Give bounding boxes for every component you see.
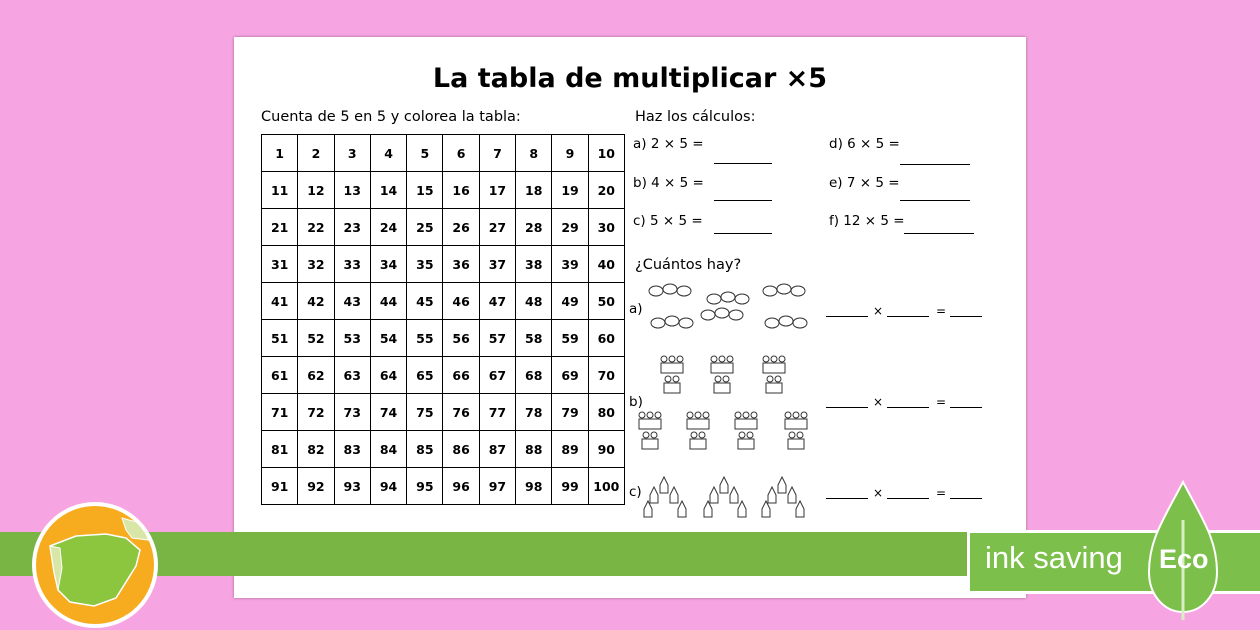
count-b-blank-1[interactable]: [826, 407, 868, 408]
grid-cell[interactable]: 64: [370, 357, 406, 394]
grid-row: [262, 209, 625, 246]
grid-cell[interactable]: 92: [298, 468, 334, 505]
count-label-c: c): [629, 484, 642, 500]
grid-cell[interactable]: 79: [552, 394, 588, 431]
calc-c: c) 5 × 5 =: [633, 213, 703, 229]
grid-cell[interactable]: 61: [262, 357, 298, 394]
grid-cell[interactable]: 91: [262, 468, 298, 505]
calc-a: a) 2 × 5 =: [633, 136, 704, 152]
grid-cell[interactable]: 35: [407, 246, 443, 283]
grid-cell[interactable]: 41: [262, 283, 298, 320]
grid-cell[interactable]: 81: [262, 431, 298, 468]
grid-cell[interactable]: 50: [588, 283, 624, 320]
grid-cell[interactable]: 47: [479, 283, 515, 320]
count-label-a: a): [629, 301, 643, 317]
grid-cell[interactable]: 88: [516, 431, 552, 468]
calc-f: f) 12 × 5 =: [829, 213, 905, 229]
grid-cell[interactable]: 84: [370, 431, 406, 468]
grid-cell[interactable]: 48: [516, 283, 552, 320]
spain-map-icon: [36, 506, 154, 624]
grid-cell[interactable]: 27: [479, 209, 515, 246]
grid-cell[interactable]: 26: [443, 209, 479, 246]
grid-cell[interactable]: 58: [516, 320, 552, 357]
grid-cell[interactable]: 70: [588, 357, 624, 394]
spain-map-badge: [32, 502, 158, 628]
grid-cell[interactable]: 97: [479, 468, 515, 505]
grid-cell[interactable]: 43: [334, 283, 370, 320]
grid-cell[interactable]: 14: [370, 172, 406, 209]
grid-instruction: Cuenta de 5 en 5 y colorea la tabla:: [261, 109, 521, 125]
astronaut-icon: [634, 353, 834, 465]
grid-row: [262, 320, 625, 357]
ink-saving-label: ink saving: [985, 540, 1123, 575]
calc-instruction: Haz los cálculos:: [635, 109, 756, 125]
grid-row: [262, 468, 625, 505]
grid-cell[interactable]: 71: [262, 394, 298, 431]
calc-e: e) 7 × 5 =: [829, 175, 900, 191]
count-b-blank-2[interactable]: [887, 407, 929, 408]
count-a-blank-3[interactable]: [950, 316, 982, 317]
grid-cell[interactable]: 90: [588, 431, 624, 468]
count-b-blank-3[interactable]: [950, 407, 982, 408]
grid-cell[interactable]: 57: [479, 320, 515, 357]
grid-cell[interactable]: 25: [407, 209, 443, 246]
grid-cell[interactable]: 37: [479, 246, 515, 283]
grid-cell[interactable]: 87: [479, 431, 515, 468]
grid-cell[interactable]: 22: [298, 209, 334, 246]
grid-cell[interactable]: 96: [443, 468, 479, 505]
grid-cell[interactable]: 95: [407, 468, 443, 505]
grid-cell[interactable]: 16: [443, 172, 479, 209]
grid-row: [262, 283, 625, 320]
grid-cell[interactable]: 74: [370, 394, 406, 431]
grid-cell[interactable]: 93: [334, 468, 370, 505]
grid-cell[interactable]: 99: [552, 468, 588, 505]
grid-cell[interactable]: 45: [407, 283, 443, 320]
grid-cell[interactable]: 30: [588, 209, 624, 246]
answer-blank-b[interactable]: [714, 200, 772, 201]
count-b-equals: =: [936, 395, 947, 409]
grid-cell[interactable]: 53: [334, 320, 370, 357]
grid-cell[interactable]: 98: [516, 468, 552, 505]
grid-cell[interactable]: 10: [588, 135, 624, 172]
grid-cell[interactable]: 85: [407, 431, 443, 468]
count-b-times: ×: [873, 395, 884, 409]
grid-cell[interactable]: 36: [443, 246, 479, 283]
grid-cell[interactable]: 3: [334, 135, 370, 172]
count-a-times: ×: [873, 304, 884, 318]
grid-cell[interactable]: 18: [516, 172, 552, 209]
grid-cell[interactable]: 75: [407, 394, 443, 431]
count-c-blank-2[interactable]: [887, 498, 929, 499]
grid-row: [262, 172, 625, 209]
grid-cell[interactable]: 77: [479, 394, 515, 431]
count-a-equals: =: [936, 304, 947, 318]
grid-cell[interactable]: 65: [407, 357, 443, 394]
grid-cell[interactable]: 54: [370, 320, 406, 357]
grid-cell[interactable]: 23: [334, 209, 370, 246]
grid-cell[interactable]: 9: [552, 135, 588, 172]
eco-label: Eco: [1159, 544, 1209, 574]
grid-cell[interactable]: 52: [298, 320, 334, 357]
grid-cell[interactable]: 49: [552, 283, 588, 320]
grid-cell[interactable]: 2: [298, 135, 334, 172]
grid-cell[interactable]: 7: [479, 135, 515, 172]
grid-cell[interactable]: 46: [443, 283, 479, 320]
calc-d: d) 6 × 5 =: [829, 136, 900, 152]
grid-cell[interactable]: 62: [298, 357, 334, 394]
page-title: La tabla de multiplicar ×5: [432, 63, 828, 94]
grid-row: [262, 246, 625, 283]
grid-cell[interactable]: 89: [552, 431, 588, 468]
grid-cell[interactable]: 40: [588, 246, 624, 283]
grid-cell[interactable]: 21: [262, 209, 298, 246]
planet-icon: [642, 279, 822, 341]
grid-cell[interactable]: 31: [262, 246, 298, 283]
grid-cell[interactable]: 6: [443, 135, 479, 172]
grid-cell[interactable]: 59: [552, 320, 588, 357]
grid-cell[interactable]: 17: [479, 172, 515, 209]
grid-row: [262, 135, 625, 172]
grid-cell[interactable]: 94: [370, 468, 406, 505]
answer-blank-d[interactable]: [900, 164, 970, 165]
grid-cell[interactable]: 1: [262, 135, 298, 172]
grid-cell[interactable]: 68: [516, 357, 552, 394]
count-instruction: ¿Cuántos hay?: [635, 257, 742, 273]
grid-cell[interactable]: 34: [370, 246, 406, 283]
grid-cell[interactable]: 69: [552, 357, 588, 394]
count-c-blank-3[interactable]: [950, 498, 982, 499]
grid-cell[interactable]: 13: [334, 172, 370, 209]
grid-cell[interactable]: 72: [298, 394, 334, 431]
grid-cell[interactable]: 15: [407, 172, 443, 209]
calc-b: b) 4 × 5 =: [633, 175, 704, 191]
rocket-icon: [640, 475, 820, 527]
count-a-blank-2[interactable]: [887, 316, 929, 317]
grid-cell[interactable]: 24: [370, 209, 406, 246]
grid-cell[interactable]: 67: [479, 357, 515, 394]
answer-blank-f[interactable]: [904, 233, 974, 234]
count-a-blank-1[interactable]: [826, 316, 868, 317]
grid-cell[interactable]: 86: [443, 431, 479, 468]
grid-cell[interactable]: 56: [443, 320, 479, 357]
answer-blank-c[interactable]: [714, 233, 772, 234]
grid-cell[interactable]: 42: [298, 283, 334, 320]
answer-blank-e[interactable]: [900, 200, 970, 201]
grid-cell[interactable]: 28: [516, 209, 552, 246]
grid-cell[interactable]: 83: [334, 431, 370, 468]
grid-cell[interactable]: 5: [407, 135, 443, 172]
grid-cell[interactable]: 60: [588, 320, 624, 357]
grid-cell[interactable]: 73: [334, 394, 370, 431]
grid-cell[interactable]: 44: [370, 283, 406, 320]
grid-cell[interactable]: 11: [262, 172, 298, 209]
grid-cell[interactable]: 8: [516, 135, 552, 172]
grid-cell[interactable]: 39: [552, 246, 588, 283]
count-c-equals: =: [936, 486, 947, 500]
grid-cell[interactable]: 29: [552, 209, 588, 246]
grid-cell[interactable]: 78: [516, 394, 552, 431]
grid-row: [262, 431, 625, 468]
grid-cell[interactable]: 38: [516, 246, 552, 283]
grid-cell[interactable]: 4: [370, 135, 406, 172]
grid-cell[interactable]: 20: [588, 172, 624, 209]
grid-row: [262, 357, 625, 394]
grid-cell[interactable]: 76: [443, 394, 479, 431]
answer-blank-a[interactable]: [714, 163, 772, 164]
count-c-times: ×: [873, 486, 884, 500]
grid-cell[interactable]: 100: [588, 468, 624, 505]
count-label-b: b): [629, 394, 643, 410]
grid-cell[interactable]: 82: [298, 431, 334, 468]
grid-cell[interactable]: 80: [588, 394, 624, 431]
grid-cell[interactable]: 32: [298, 246, 334, 283]
worksheet-page: [234, 37, 1026, 598]
grid-cell[interactable]: 55: [407, 320, 443, 357]
grid-cell[interactable]: 66: [443, 357, 479, 394]
grid-cell[interactable]: 33: [334, 246, 370, 283]
grid-cell[interactable]: 19: [552, 172, 588, 209]
hundred-grid: [261, 134, 625, 505]
grid-cell[interactable]: 63: [334, 357, 370, 394]
grid-cell[interactable]: 51: [262, 320, 298, 357]
grid-cell[interactable]: 12: [298, 172, 334, 209]
count-c-blank-1[interactable]: [826, 498, 868, 499]
grid-row: [262, 394, 625, 431]
